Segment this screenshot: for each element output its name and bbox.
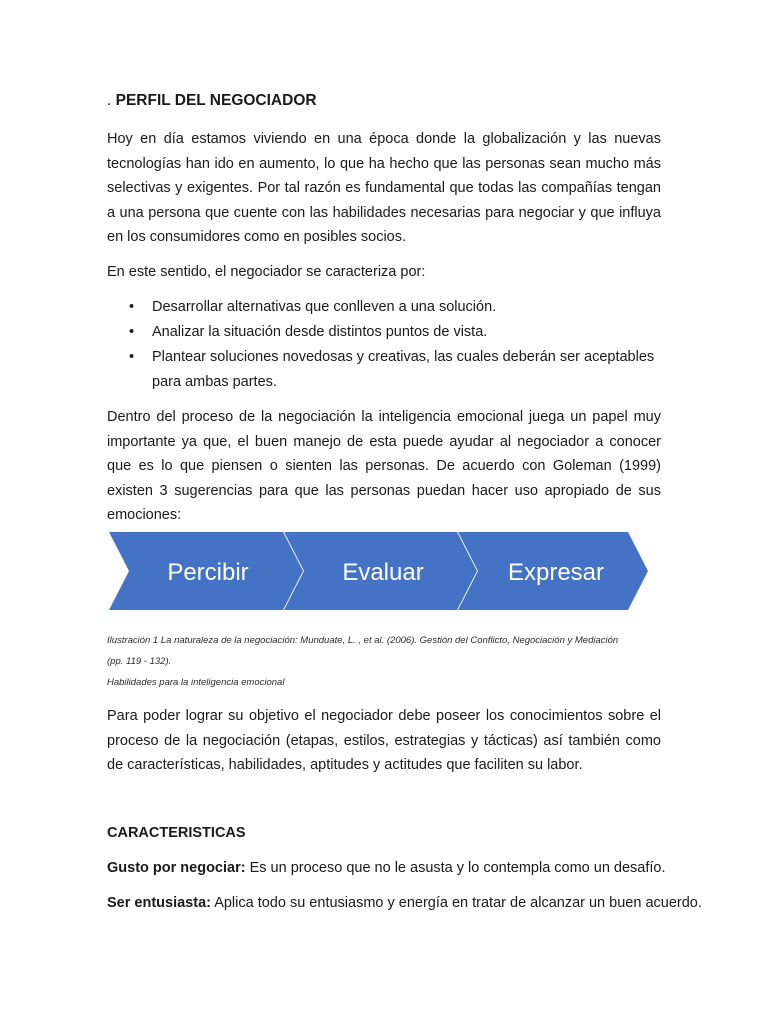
trait-term: Ser entusiasta: [107,895,211,911]
title-prefix: . [107,92,112,109]
list-item [107,345,661,395]
title-text: PERFIL DEL NEGOCIADOR [115,92,317,109]
intro-paragraph: Hoy en día estamos viviendo en una época donde la globalización y las nuevas tecnologías han ido en aumento, lo que ha hecho que las personas sean mucho más selectivas y exigentes. Por tal razón es fundamental que todas las compañías tengan a una persona que cuente con las habilidades necesarias para negociar y que influya en los consumidores como en posibles socios. [107,131,661,246]
step-label-evaluar: Evaluar [342,559,424,586]
trait-text: Es un proceso que no le asusta y lo contempla como un desafío. [245,860,666,876]
bullet-glyph: • [129,349,135,365]
list-item [107,295,661,320]
bullet-glyph: • [129,324,135,340]
list-item-text: Plantear soluciones novedosas y creativas, las cuales deberán ser aceptables para ambas partes. [152,349,655,390]
list-item-text: Analizar la situación desde distintos puntos de vista. [152,324,488,340]
caption-line-2: (pp. 119 - 132). [107,656,172,667]
bullet-glyph: • [129,299,135,315]
trait-term: Gusto por negociar: [107,860,246,876]
figure-caption [107,630,667,693]
step-label-percibir: Percibir [167,559,249,586]
caption-line-1: Ilustración 1 La naturaleza de la negociación: Munduate, L. , et al. (2006). Gestión del Conflicto, Negociación y Mediación [107,635,619,646]
process-chevron-diagram [107,530,652,612]
list-item [107,320,661,345]
section-heading: CARACTERISTICAS [107,825,246,841]
list-item-text: Desarrollar alternativas que conlleven a una solución. [152,299,497,315]
page-title [107,92,317,110]
lead-paragraph: En este sentido, el negociador se caracteriza por: [107,264,426,280]
emotional-paragraph: Dentro del proceso de la negociación la inteligencia emocional juega un papel muy importante ya que, el buen manejo de esta puede ayudar al negociador a conocer que es lo que piensen o sienten las personas. De acuerdo con Goleman (1999) existen 3 sugerencias para que las personas puedan hacer uso apropiado de sus emociones: [107,409,661,524]
caption-line-3: Habilidades para la inteligencia emocional [107,677,285,688]
characteristics-list [107,295,661,395]
objective-paragraph: Para poder lograr su objetivo el negociador debe poseer los conocimientos sobre el proceso de la negociación (etapas, estilos, estrategias y tácticas) así también como de características, habilidades, aptitudes y actitudes que faciliten su labor. [107,708,661,774]
trait-item [107,895,702,911]
trait-text: Aplica todo su entusiasmo y energía en tratar de alcanzar un buen acuerdo. [210,895,702,911]
trait-item [107,860,666,876]
step-label-expresar: Expresar [507,559,605,586]
